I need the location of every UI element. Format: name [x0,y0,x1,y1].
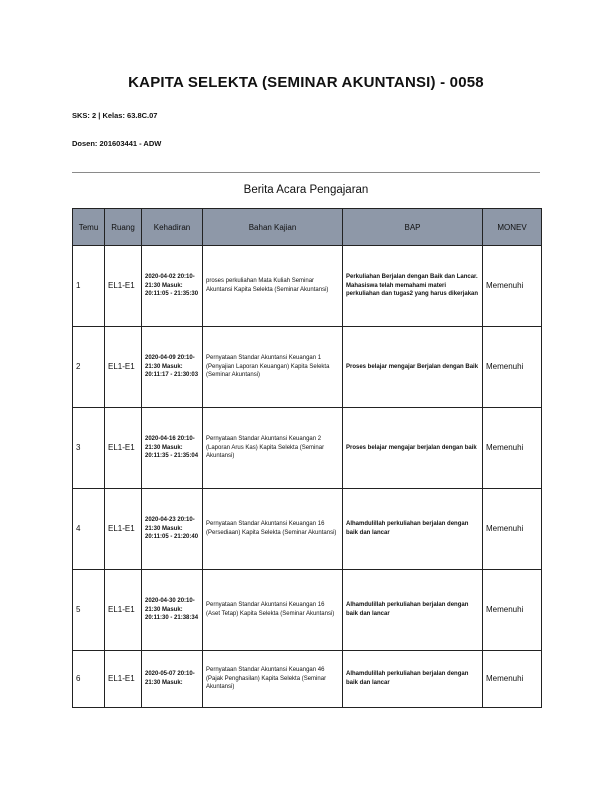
bap-table [72,208,542,708]
cell-bap: Proses belajar mengajar berjalan dengan baik [343,408,483,489]
cell-ruang: EL1-E1 [105,246,142,327]
cell-kehadiran: 2020-04-09 20:10-21:30 Masuk: 20:11:17 - 21:30:03 [142,327,203,408]
cell-ruang: EL1-E1 [105,408,142,489]
cell-bahan-kajian: Pernyataan Standar Akuntansi Keuangan 16 (Persediaan) Kapita Selekta (Seminar Akuntansi) [203,489,343,570]
page-title: KAPITA SELEKTA (SEMINAR AKUNTANSI) - 0058 [128,74,484,91]
divider [72,172,540,173]
cell-ruang: EL1-E1 [105,651,142,708]
cell-bahan-kajian: Pernyataan Standar Akuntansi Keuangan 1 (Penyajian Laporan Keuangan) Kapita Selekta (Seminar Akuntansi) [203,327,343,408]
cell-bahan-kajian: Pernyataan Standar Akuntansi Keuangan 2 (Laporan Arus Kas) Kapita Selekta (Seminar Akuntansi) [203,408,343,489]
cell-kehadiran: 2020-04-16 20:10-21:30 Masuk: 20:11:35 - 21:35:04 [142,408,203,489]
cell-monev: Memenuhi [483,489,542,570]
table-row [73,246,542,327]
cell-temu: 5 [73,570,105,651]
cell-bahan-kajian: Pernyataan Standar Akuntansi Keuangan 46 (Pajak Penghasilan) Kapita Selekta (Seminar Akuntansi) [203,651,343,708]
table-row [73,489,542,570]
dosen-info: Dosen: 201603441 - ADW [72,139,162,148]
cell-bap: Alhamdulillah perkuliahan berjalan dengan baik dan lancar [343,570,483,651]
table-row [73,327,542,408]
cell-kehadiran: 2020-04-23 20:10-21:30 Masuk: 20:11:05 - 21:20:40 [142,489,203,570]
cell-monev: Memenuhi [483,570,542,651]
column-header-bahan-kajian: Bahan Kajian [203,209,343,246]
column-header-monev: MONEV [483,209,542,246]
cell-monev: Memenuhi [483,246,542,327]
cell-bahan-kajian: proses perkuliahan Mata Kuliah Seminar Akuntansi Kapita Selekta (Seminar Akuntansi) [203,246,343,327]
sks-kelas-info: SKS: 2 | Kelas: 63.8C.07 [72,111,158,120]
table-row [73,651,542,708]
table-header-row [73,209,542,246]
cell-ruang: EL1-E1 [105,489,142,570]
column-header-temu: Temu [73,209,105,246]
column-header-bap: BAP [343,209,483,246]
cell-bap: Proses belajar mengajar Berjalan dengan Baik [343,327,483,408]
column-header-ruang: Ruang [105,209,142,246]
cell-kehadiran: 2020-04-30 20:10-21:30 Masuk: 20:11:30 - 21:38:34 [142,570,203,651]
cell-ruang: EL1-E1 [105,327,142,408]
cell-bap: Perkuliahan Berjalan dengan Baik dan Lancar. Mahasiswa telah memahami materi perkuliahan dan tugas2 yang harus dikerjakan [343,246,483,327]
cell-temu: 4 [73,489,105,570]
cell-temu: 1 [73,246,105,327]
cell-kehadiran: 2020-05-07 20:10-21:30 Masuk: [142,651,203,708]
cell-bap: Alhamdulillah perkuliahan berjalan dengan baik dan lancar [343,651,483,708]
cell-temu: 3 [73,408,105,489]
table-row [73,570,542,651]
cell-monev: Memenuhi [483,651,542,708]
cell-temu: 2 [73,327,105,408]
table-row [73,408,542,489]
section-title: Berita Acara Pengajaran [243,184,369,196]
cell-ruang: EL1-E1 [105,570,142,651]
cell-monev: Memenuhi [483,327,542,408]
cell-bap: Alhamdulillah perkuliahan berjalan dengan baik dan lancar [343,489,483,570]
cell-bahan-kajian: Pernyataan Standar Akuntansi Keuangan 16 (Aset Tetap) Kapita Selekta (Seminar Akuntansi) [203,570,343,651]
cell-temu: 6 [73,651,105,708]
column-header-kehadiran: Kehadiran [142,209,203,246]
cell-monev: Memenuhi [483,408,542,489]
cell-kehadiran: 2020-04-02 20:10-21:30 Masuk: 20:11:05 - 21:35:30 [142,246,203,327]
